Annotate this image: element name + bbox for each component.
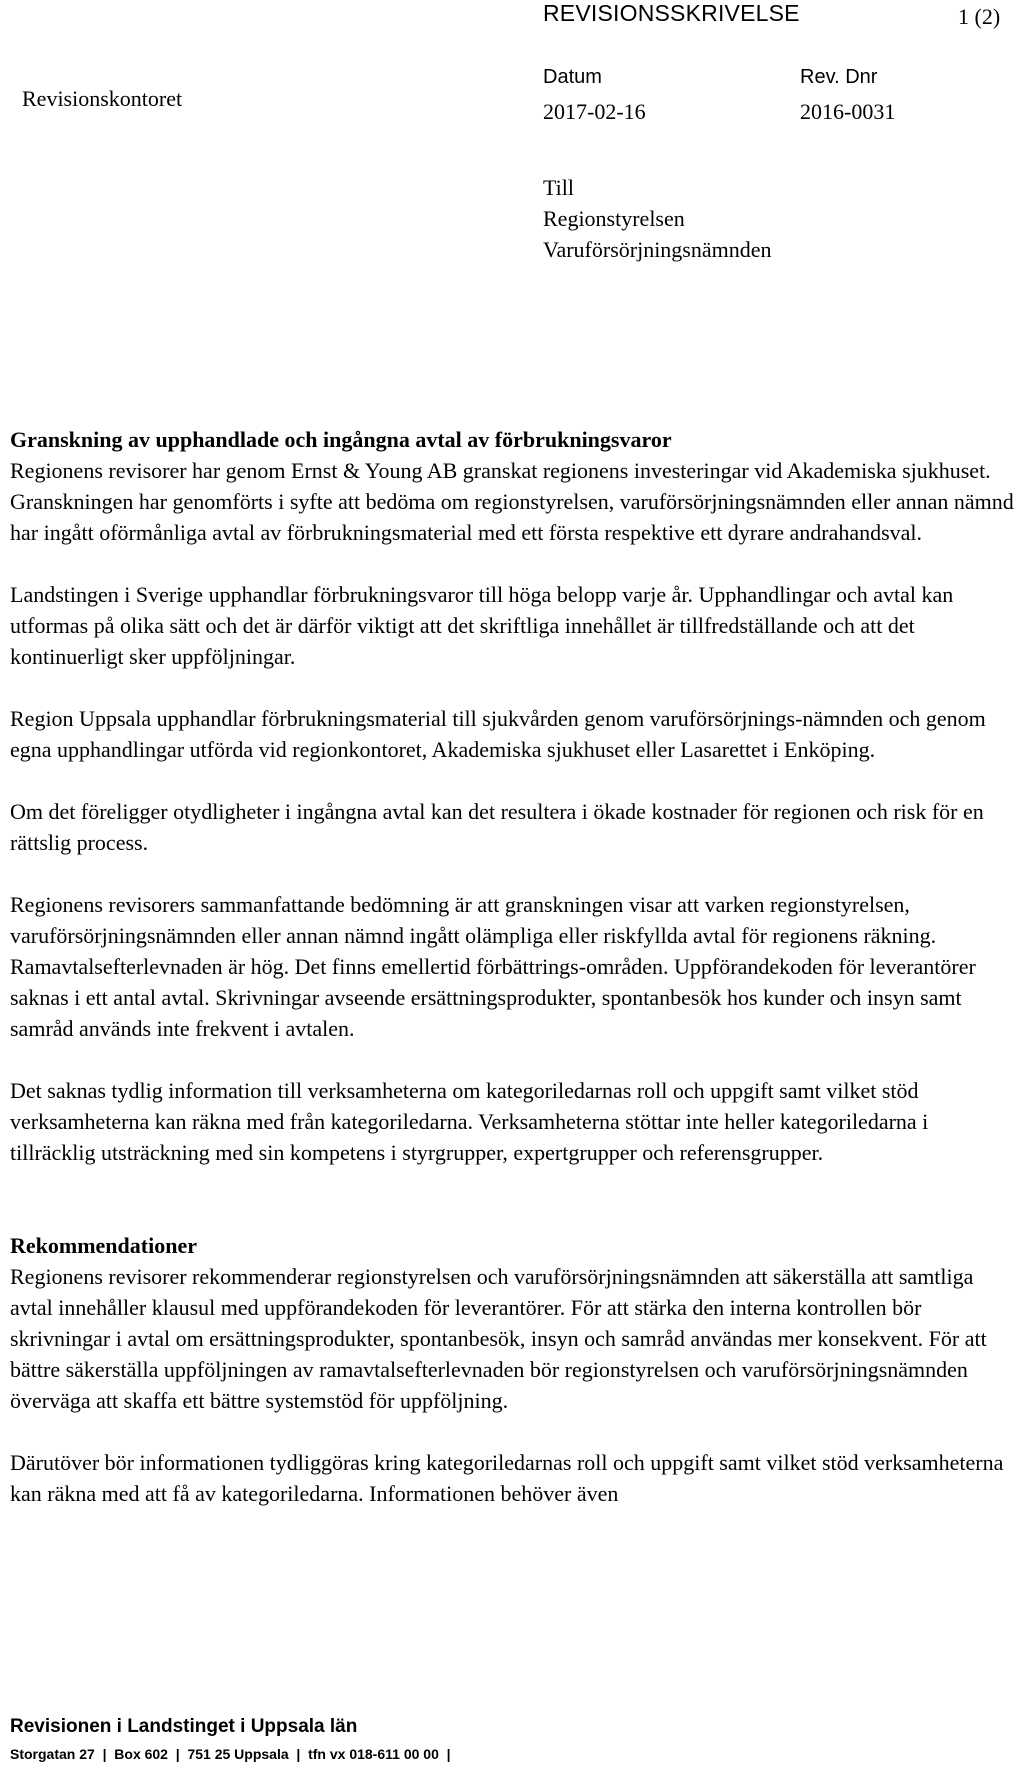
section-heading: Rekommendationer xyxy=(10,1233,197,1258)
recipient-block xyxy=(543,172,772,265)
date-label: Datum xyxy=(543,66,602,88)
dnr-label: Rev. Dnr xyxy=(800,66,878,88)
page-number: 1 (2) xyxy=(958,4,1001,29)
paragraph: Om det föreligger otydligheter i ingångna avtal kan det resultera i ökade kostnader för regionen och risk för en rättslig process. xyxy=(10,799,984,855)
section-heading: Granskning av upphandlade och ingångna avtal av förbrukningsvaror xyxy=(10,427,672,452)
footer-address: Storgatan 27 | Box 602 | 751 25 Uppsala | tfn vx 018-611 00 00 | xyxy=(10,1746,451,1762)
paragraph: Landstingen i Sverige upphandlar förbrukningsvaror till höga belopp varje år. Upphandlingar och avtal kan utformas på olika sätt och det är därför viktigt att det skriftliga innehållet är tillfredställande och att det kontinuerligt sker uppföljningar. xyxy=(10,582,954,669)
footer-title: Revisionen i Landstinget i Uppsala län xyxy=(10,1716,358,1737)
paragraph: Därutöver bör informationen tydliggöras kring kategoriledarnas roll och uppgift samt vilket stöd verksamheterna kan räkna med att få av kategoriledarna. Informationen behöver även xyxy=(10,1450,1004,1506)
paragraph: Regionens revisorers sammanfattande bedömning är att granskningen visar att varken regionstyrelsen, varuförsörjningsnämnden eller annan nämnd ingått olämpliga eller riskfyllda avtal för regionens räkning. Ramavtalsefterlevnaden är hög. Det finns emellertid förbättrings-områden. Uppförandekoden för leverantörer saknas i ett antal avtal. Skrivningar avseende ersättningsprodukter, spontanbesök hos kunder och insyn samt samråd används inte frekvent i avtalen. xyxy=(10,892,976,1041)
recipient-line: Varuförsörjningsnämnden xyxy=(543,237,772,262)
date-value: 2017-02-16 xyxy=(543,99,646,124)
recipient-to: Till xyxy=(543,175,575,200)
paragraph: Regionens revisorer har genom Ernst & Young AB granskat regionens investeringar vid Akademiska sjukhuset. Granskningen har genomförts i syfte att bedöma om regionstyrelsen, varuförsörjningsnämnden eller annan nämnd har ingått oförmånliga avtal av förbrukningsmaterial med ett första respektive ett dyrare andrahandsval. xyxy=(10,458,1014,545)
dnr-value: 2016-0031 xyxy=(800,99,896,124)
paragraph: Region Uppsala upphandlar förbrukningsmaterial till sjukvården genom varuförsörjnings-nämnden och genom egna upphandlingar utförda vid regionkontoret, Akademiska sjukhuset eller Lasarettet i Enköping. xyxy=(10,706,986,762)
paragraph: Det saknas tydlig information till verksamheterna om kategoriledarnas roll och uppgift samt vilket stöd verksamheterna kan räkna med från kategoriledarna. Verksamheterna stöttar inte heller kategoriledarna i tillräcklig utsträckning med sin kompetens i styrgrupper, expertgrupper och referensgrupper. xyxy=(10,1078,929,1165)
paragraph: Regionens revisorer rekommenderar regionstyrelsen och varuförsörjningsnämnden att säkerställa att samtliga avtal innehåller klausul med uppförandekoden för leverantörer. För att stärka den interna kontrollen bör skrivningar i avtal om ersättningsprodukter, spontanbesök, insyn och samråd användas mer konsekvent. För att bättre säkerställa uppföljningen av ramavtalsefterlevnaden bör regionstyrelsen och varuförsörjningsnämnden överväga att skaffa ett bättre systemstöd för uppföljning. xyxy=(10,1264,987,1413)
sender-office: Revisionskontoret xyxy=(22,86,183,111)
recipient-line: Regionstyrelsen xyxy=(543,206,685,231)
letter-body xyxy=(10,424,1018,1509)
document-type: REVISIONSSKRIVELSE xyxy=(543,0,800,26)
